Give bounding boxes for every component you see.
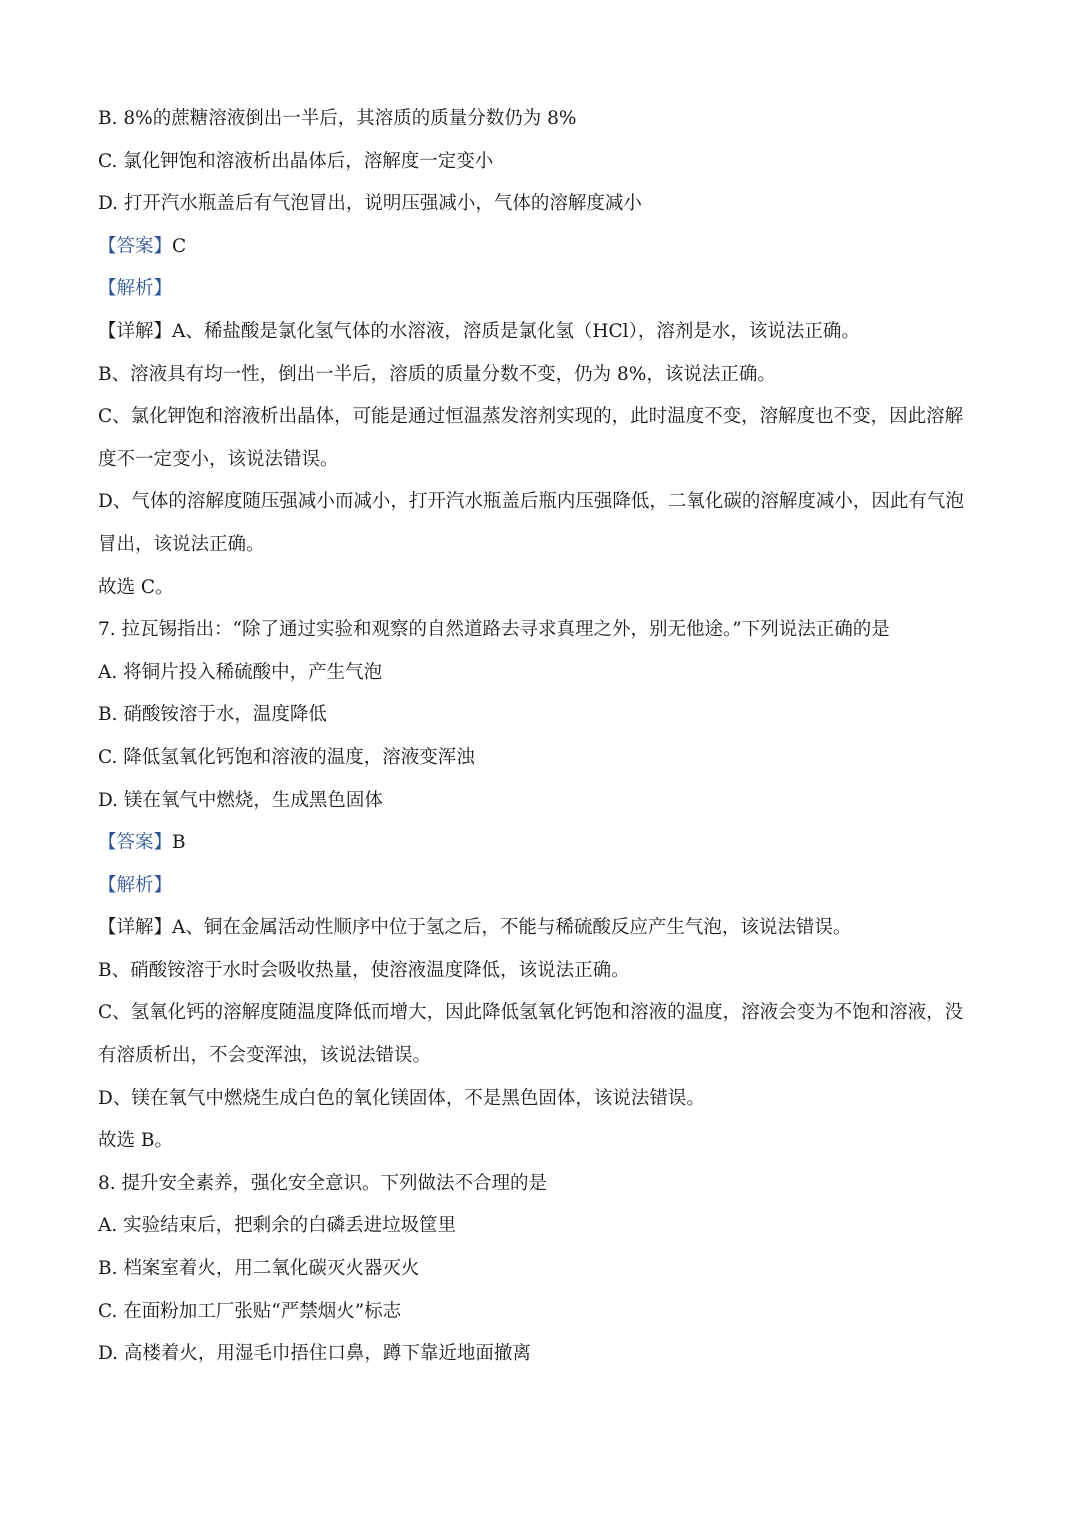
analysis-label: 【解析】	[98, 874, 173, 896]
detail-line: D、镁在氧气中燃烧生成白色的氧化镁固体，不是黑色固体，该说法错误。	[98, 1087, 705, 1109]
answer-label: 【答案】	[98, 832, 173, 854]
option-line: A. 将铜片投入稀硫酸中，产生气泡	[98, 661, 383, 683]
option-line: B. 8%的蔗糖溶液倒出一半后，其溶质的质量分数仍为 8%	[98, 108, 577, 129]
option-line: D. 镁在氧气中燃烧，生成黑色固体	[98, 789, 383, 811]
option-line: B. 档案室着火，用二氧化碳灭火器灭火	[98, 1258, 420, 1280]
analysis-heading	[98, 865, 988, 908]
detail-line: 【详解】A、稀盐酸是氯化氢气体的水溶液，溶质是氯化氢（HCl），溶剂是水，该说法正确。	[98, 320, 860, 342]
detail-line: D、气体的溶解度随压强减小而减小，打开汽水瓶盖后瓶内压强降低，二氧化碳的溶解度减小，因此有气泡	[98, 491, 964, 513]
detail-line: 冒出，该说法正确。	[98, 533, 265, 555]
answer-value: C	[172, 235, 187, 257]
option-line: C. 在面粉加工厂张贴“严禁烟火”标志	[98, 1300, 402, 1322]
conclusion-line: 故选 C。	[98, 576, 174, 598]
detail-line: 【详解】A、铜在金属活动性顺序中位于氢之后，不能与稀硫酸反应产生气泡，该说法错误。	[98, 917, 852, 939]
detail-line: 有溶质析出，不会变浑浊，该说法错误。	[98, 1045, 432, 1067]
document-body	[98, 98, 988, 1376]
answer-line	[98, 822, 988, 865]
detail-line: 度不一定变小，该说法错误。	[98, 448, 339, 470]
answer-value: B	[172, 832, 186, 854]
option-line: A. 实验结束后，把剩余的白磷丢进垃圾筐里	[98, 1215, 457, 1237]
question-stem: 8. 提升安全素养，强化安全意识。下列做法不合理的是	[98, 1172, 548, 1194]
conclusion-line: 故选 B。	[98, 1130, 173, 1152]
option-line: C. 氯化钾饱和溶液析出晶体后，溶解度一定变小	[98, 150, 494, 172]
option-line: D. 打开汽水瓶盖后有气泡冒出，说明压强减小，气体的溶解度减小	[98, 193, 642, 215]
detail-line: B、溶液具有均一性，倒出一半后，溶质的质量分数不变，仍为 8%，该说法正确。	[98, 363, 776, 385]
detail-label: 【详解】	[98, 320, 173, 342]
answer-label: 【答案】	[98, 235, 173, 257]
detail-line: C、氯化钾饱和溶液析出晶体，可能是通过恒温蒸发溶剂实现的，此时温度不变，溶解度也不变，因此溶解	[98, 406, 964, 428]
detail-line: B、硝酸铵溶于水时会吸收热量，使溶液温度降低，该说法正确。	[98, 959, 630, 981]
answer-line	[98, 226, 988, 269]
analysis-label: 【解析】	[98, 278, 173, 300]
option-line: C. 降低氢氧化钙饱和溶液的温度，溶液变浑浊	[98, 746, 475, 768]
detail-line: C、氢氧化钙的溶解度随温度降低而增大，因此降低氢氧化钙饱和溶液的温度，溶液会变为不饱和溶液，没	[98, 1002, 964, 1024]
option-line: D. 高楼着火，用湿毛巾捂住口鼻，蹲下靠近地面撤离	[98, 1343, 531, 1365]
analysis-heading	[98, 268, 988, 311]
option-line: B. 硝酸铵溶于水，温度降低	[98, 704, 327, 726]
detail-label: 【详解】	[98, 917, 173, 939]
question-stem: 7. 拉瓦锡指出：“除了通过实验和观察的自然道路去寻求真理之外，别无他途。”下列说法正确的是	[98, 619, 890, 641]
